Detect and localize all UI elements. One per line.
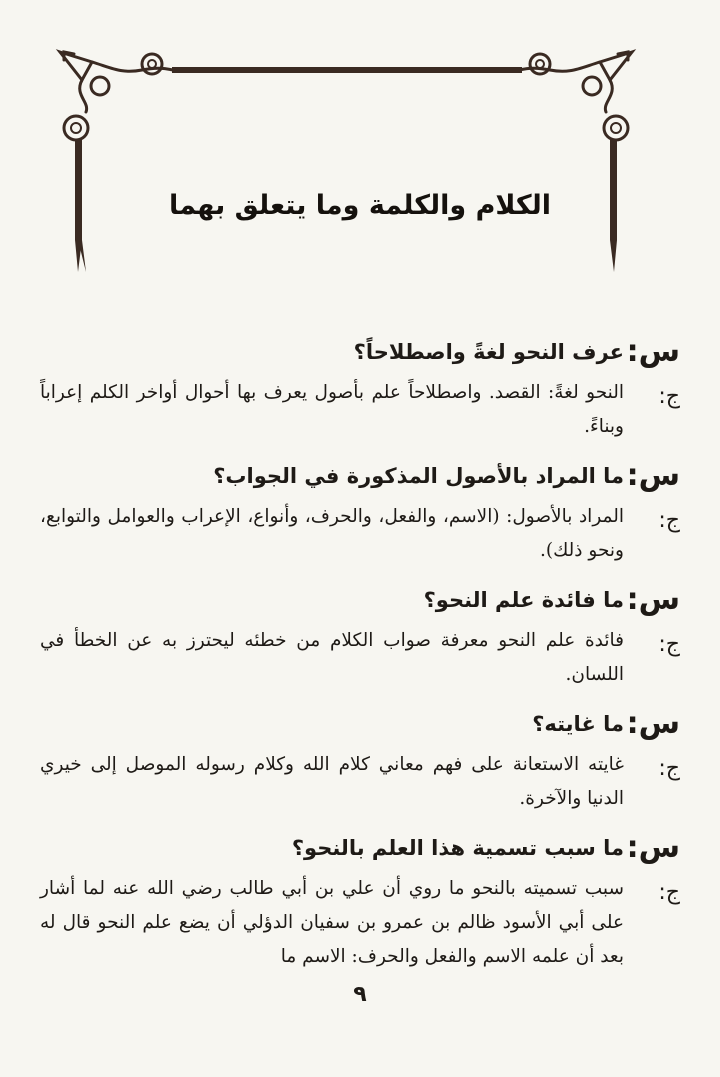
question-marker: س: xyxy=(626,582,680,617)
answer-marker: ج: xyxy=(658,508,680,533)
ornamental-frame xyxy=(52,40,640,280)
chapter-title: الكلام والكلمة وما يتعلق بهما xyxy=(169,190,551,221)
answer-row xyxy=(40,624,680,692)
question-marker: س: xyxy=(626,706,680,741)
answer-text: المراد بالأصول: (الاسم، والفعل، والحرف، وأنواع، الإعراب والعوامل والتوابع، ونحو ذلك). xyxy=(40,506,624,561)
answer-text: فائدة علم النحو معرفة صواب الكلام من خطئه ليحترز به عن الخطأ في اللسان. xyxy=(40,630,624,685)
answer-row xyxy=(40,376,680,444)
question-row xyxy=(40,826,680,870)
answer-marker: ج: xyxy=(658,880,680,905)
question-row xyxy=(40,454,680,498)
question-row xyxy=(40,702,680,746)
question-text: ما غايته؟ xyxy=(532,712,624,736)
question-text: ما سبب تسمية هذا العلم بالنحو؟ xyxy=(291,836,624,860)
answer-text: سبب تسميته بالنحو ما روي أن علي بن أبي طالب رضي الله عنه لما أشار على أبي الأسود ظالم بن عمرو بن سفيان الدؤلي أن يضع علم النحو قال له بعد أن علمه الاسم والفعل والحرف: الاسم ما xyxy=(40,878,624,967)
question-row xyxy=(40,578,680,622)
answer-marker: ج: xyxy=(658,632,680,657)
question-text: ما المراد بالأصول المذكورة في الجواب؟ xyxy=(213,464,624,488)
answer-marker: ج: xyxy=(658,384,680,409)
question-row xyxy=(40,330,680,374)
page-number: ٩ xyxy=(353,982,367,1007)
answer-text: غايته الاستعانة على فهم معاني كلام الله وكلام رسوله الموصل إلى خيري الدنيا والآخرة. xyxy=(40,754,624,809)
question-marker: س: xyxy=(626,458,680,493)
answer-marker: ج: xyxy=(658,756,680,781)
qa-list xyxy=(40,330,680,984)
question-text: ما فائدة علم النحو؟ xyxy=(423,588,624,612)
answer-row xyxy=(40,872,680,974)
answer-row xyxy=(40,500,680,568)
question-marker: س: xyxy=(626,334,680,369)
question-marker: س: xyxy=(626,830,680,865)
answer-text: النحو لغةً: القصد. واصطلاحاً علم بأصول يعرف بها أحوال أواخر الكلم إعراباً وبناءً. xyxy=(40,382,624,437)
answer-row xyxy=(40,748,680,816)
question-text: عرف النحو لغةً واصطلاحاً؟ xyxy=(353,340,624,364)
